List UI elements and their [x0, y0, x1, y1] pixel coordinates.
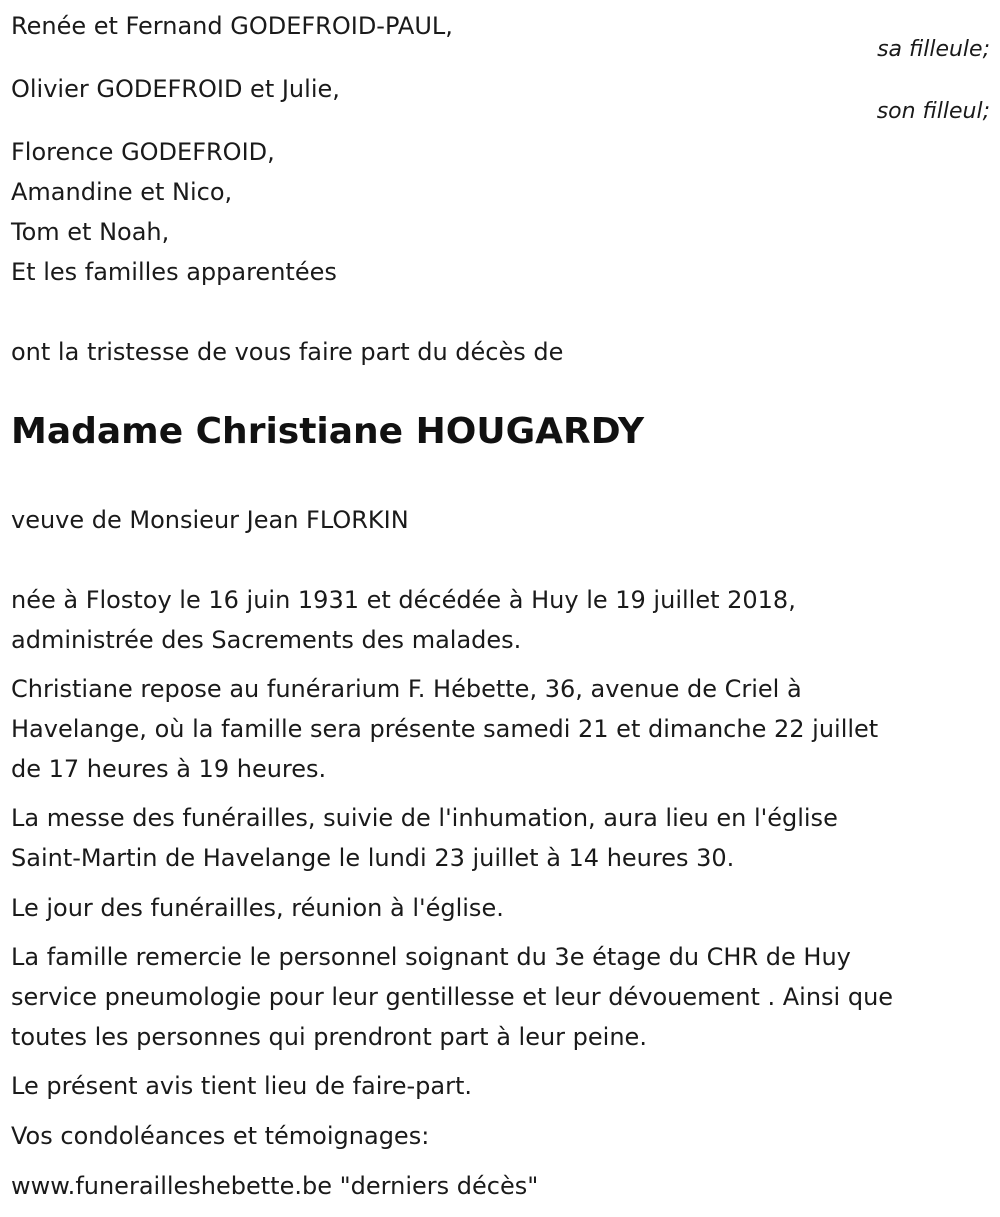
meeting-text: Le jour des funérailles, réunion à l'église.: [11, 894, 504, 922]
birth-death-line-2: administrée des Sacrements des malades.: [11, 626, 522, 654]
repose-line-1: Christiane repose au funérarium F. Hébette, 36, avenue de Criel à: [11, 675, 802, 703]
notice-text: Le présent avis tient lieu de faire-part.: [11, 1072, 473, 1100]
family-line-5: Tom et Noah,: [11, 218, 170, 246]
mass-line-2: Saint-Martin de Havelange le lundi 23 juillet à 14 heures 30.: [11, 844, 735, 872]
thanks-line-3: toutes les personnes qui prendront part à leur peine.: [11, 1023, 647, 1051]
condolences-text: Vos condoléances et témoignages:: [11, 1122, 430, 1150]
widow-of-text: veuve de Monsieur Jean FLORKIN: [11, 506, 409, 534]
family-note-2: son filleul;: [876, 99, 990, 124]
thanks-line-2: service pneumologie pour leur gentillesse et leur dévouement . Ainsi que: [11, 983, 894, 1011]
family-line-4: Amandine et Nico,: [11, 178, 233, 206]
birth-death-line-1: née à Flostoy le 16 juin 1931 et décédée à Huy le 19 juillet 2018,: [11, 586, 796, 614]
repose-line-3: de 17 heures à 19 heures.: [11, 755, 327, 783]
mass-line-1: La messe des funérailles, suivie de l'inhumation, aura lieu en l'église: [11, 804, 838, 832]
deceased-name: Madame Christiane HOUGARDY: [11, 411, 645, 452]
website-text: www.funerailleshebette.be "derniers décès": [11, 1172, 539, 1200]
repose-line-2: Havelange, où la famille sera présente samedi 21 et dimanche 22 juillet: [11, 715, 879, 743]
family-line-3: Florence GODEFROID,: [11, 138, 275, 166]
announcement-text: ont la tristesse de vous faire part du décès de: [11, 338, 564, 366]
thanks-line-1: La famille remercie le personnel soignant du 3e étage du CHR de Huy: [11, 943, 851, 971]
family-line-6: Et les familles apparentées: [11, 258, 337, 286]
family-line-1: Renée et Fernand GODEFROID-PAUL,: [11, 12, 453, 40]
family-line-2: Olivier GODEFROID et Julie,: [11, 75, 340, 103]
family-note-1: sa filleule;: [877, 37, 990, 62]
